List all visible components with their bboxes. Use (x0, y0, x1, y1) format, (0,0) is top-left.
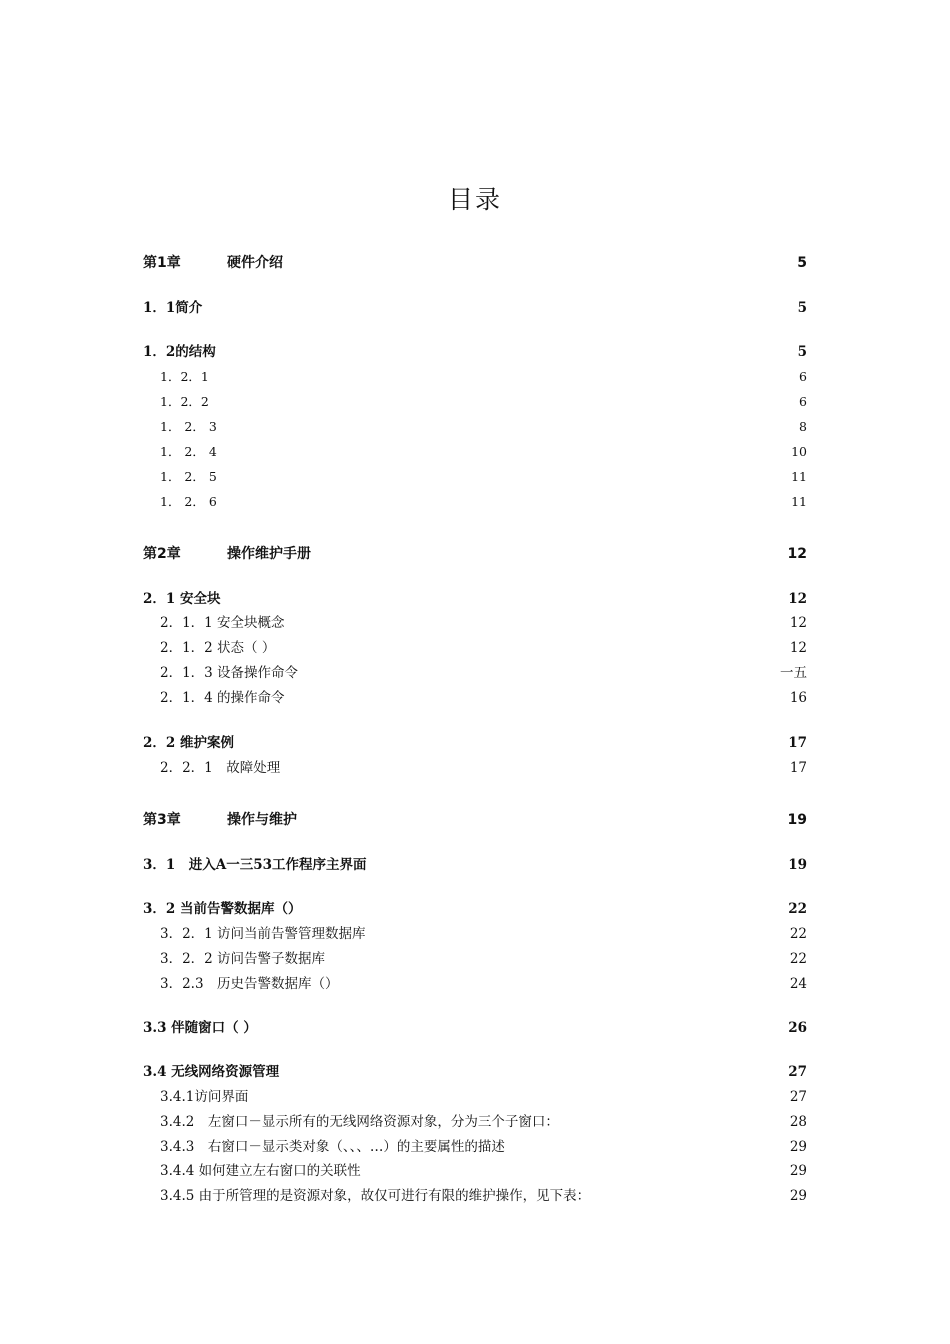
page-number: 12 (789, 615, 807, 631)
chapter-number: 第1章 (143, 255, 181, 271)
toc-chapter-3[interactable] (143, 809, 807, 831)
section-label: 3.3 伴随窗口（ ） (143, 1020, 257, 1036)
page-number: 一五 (780, 665, 807, 681)
page-number: 24 (789, 976, 807, 992)
subsection-label: 3.4.2 左窗口－显示所有的无线网络资源对象，分为三个子窗口： (160, 1114, 559, 1130)
subsection-label: 1．2．1 (160, 369, 209, 384)
page-number: 19 (787, 812, 807, 828)
page-number: 29 (789, 1139, 807, 1155)
toc-section-3-3[interactable] (143, 1017, 807, 1039)
subsection-label: 1． 2． 5 (160, 469, 217, 484)
page-number: 22 (788, 901, 807, 917)
page-number: 27 (789, 1089, 807, 1105)
page-number: 11 (791, 494, 807, 509)
chapter-number: 第3章 (143, 812, 181, 828)
subsection-label: 3．2.3 历史告警数据库（） (160, 976, 339, 992)
toc-subsection-2-1-4[interactable] (160, 687, 807, 709)
chapter-name: 操作维护手册 (227, 546, 311, 562)
section-label: 2．1 安全块 (143, 591, 221, 607)
toc-subsection-1-2-6[interactable] (160, 491, 807, 513)
subsection-label: 2．1．3 设备操作命令 (160, 665, 299, 681)
toc-chapter-1[interactable] (143, 252, 807, 274)
toc-subsection-3-2-1[interactable] (160, 923, 807, 945)
toc-section-3-2[interactable] (143, 898, 807, 920)
chapter-number: 第2章 (143, 546, 181, 562)
subsection-label: 2．2．1 故障处理 (160, 760, 281, 776)
subsection-label: 1． 2． 4 (160, 444, 217, 459)
page-number: 27 (788, 1064, 807, 1080)
toc-subsection-1-2-5[interactable] (160, 466, 807, 488)
toc-section-1-1[interactable] (143, 297, 807, 319)
toc-subsection-3-4-1[interactable] (160, 1086, 807, 1108)
toc-chapter-2[interactable] (143, 543, 807, 565)
subsection-label: 3.4.4 如何建立左右窗口的关联性 (160, 1163, 361, 1179)
subsection-label: 3．2．2 访问告警子数据库 (160, 951, 326, 967)
toc-subsection-2-1-2[interactable] (160, 637, 807, 659)
toc-subsection-3-4-2[interactable] (160, 1111, 807, 1133)
subsection-label: 2．1．1 安全块概念 (160, 615, 285, 631)
page-number: 12 (787, 546, 807, 562)
toc-section-1-2[interactable] (143, 341, 807, 363)
section-label: 2．2 维护案例 (143, 735, 234, 751)
page-number: 6 (799, 369, 807, 384)
chapter-name: 操作与维护 (227, 812, 297, 828)
subsection-label: 1． 2． 6 (160, 494, 217, 509)
section-label: 1．2的结构 (143, 344, 216, 360)
toc-section-3-1[interactable] (143, 854, 807, 876)
page-number: 11 (791, 469, 807, 484)
page-number: 26 (788, 1020, 807, 1036)
subsection-label: 1．2．2 (160, 394, 209, 409)
chapter-name: 硬件介绍 (227, 255, 283, 271)
page-number: 29 (789, 1163, 807, 1179)
page-number: 10 (791, 444, 807, 459)
section-label: 1．1简介 (143, 300, 203, 316)
page-number: 29 (789, 1188, 807, 1204)
subsection-label: 2．1．4 的操作命令 (160, 690, 285, 706)
page-number: 17 (788, 735, 807, 751)
subsection-label: 2．1．2 状态（ ） (160, 640, 276, 656)
page-number: 5 (797, 300, 807, 316)
page-number: 22 (789, 926, 807, 942)
page-number: 16 (789, 690, 807, 706)
page-number: 22 (789, 951, 807, 967)
page-number: 17 (789, 760, 807, 776)
page-number: 6 (799, 394, 807, 409)
toc-subsection-3-2-2[interactable] (160, 948, 807, 970)
page-title: 目录 (447, 185, 502, 214)
subsection-label: 3.4.1访问界面 (160, 1089, 249, 1105)
toc-subsection-3-4-4[interactable] (160, 1160, 807, 1182)
page-number: 5 (797, 344, 807, 360)
page-number: 12 (788, 591, 807, 607)
section-label: 3．2 当前告警数据库（） (143, 901, 302, 917)
toc-section-2-2[interactable] (143, 732, 807, 754)
page-number: 12 (789, 640, 807, 656)
toc-subsection-1-2-3[interactable] (160, 416, 807, 438)
subsection-label: 3.4.3 右窗口－显示类对象（、、、…）的主要属性的描述 (160, 1139, 505, 1155)
toc-section-2-1[interactable] (143, 588, 807, 610)
section-label: 3．1 进入A一三53工作程序主界面 (143, 857, 367, 873)
subsection-label: 3.4.5 由于所管理的是资源对象，故仅可进行有限的维护操作，见下表： (160, 1188, 591, 1204)
toc-subsection-2-1-1[interactable] (160, 612, 807, 634)
toc-subsection-1-2-4[interactable] (160, 441, 807, 463)
page-number: 5 (797, 255, 807, 271)
toc-subsection-1-2-1[interactable] (160, 366, 807, 388)
toc-subsection-2-2-1[interactable] (160, 757, 807, 779)
toc-subsection-3-4-3[interactable] (160, 1136, 807, 1158)
section-label: 3.4 无线网络资源管理 (143, 1064, 280, 1080)
subsection-label: 3．2．1 访问当前告警管理数据库 (160, 926, 366, 942)
toc-subsection-3-2-3[interactable] (160, 973, 807, 995)
page-number: 8 (799, 419, 807, 434)
toc-subsection-2-1-3[interactable] (160, 662, 807, 684)
toc-section-3-4[interactable] (143, 1061, 807, 1083)
page-number: 19 (788, 857, 807, 873)
toc-subsection-3-4-5[interactable] (160, 1185, 807, 1207)
toc-subsection-1-2-2[interactable] (160, 391, 807, 413)
page-number: 28 (789, 1114, 807, 1130)
subsection-label: 1． 2． 3 (160, 419, 217, 434)
